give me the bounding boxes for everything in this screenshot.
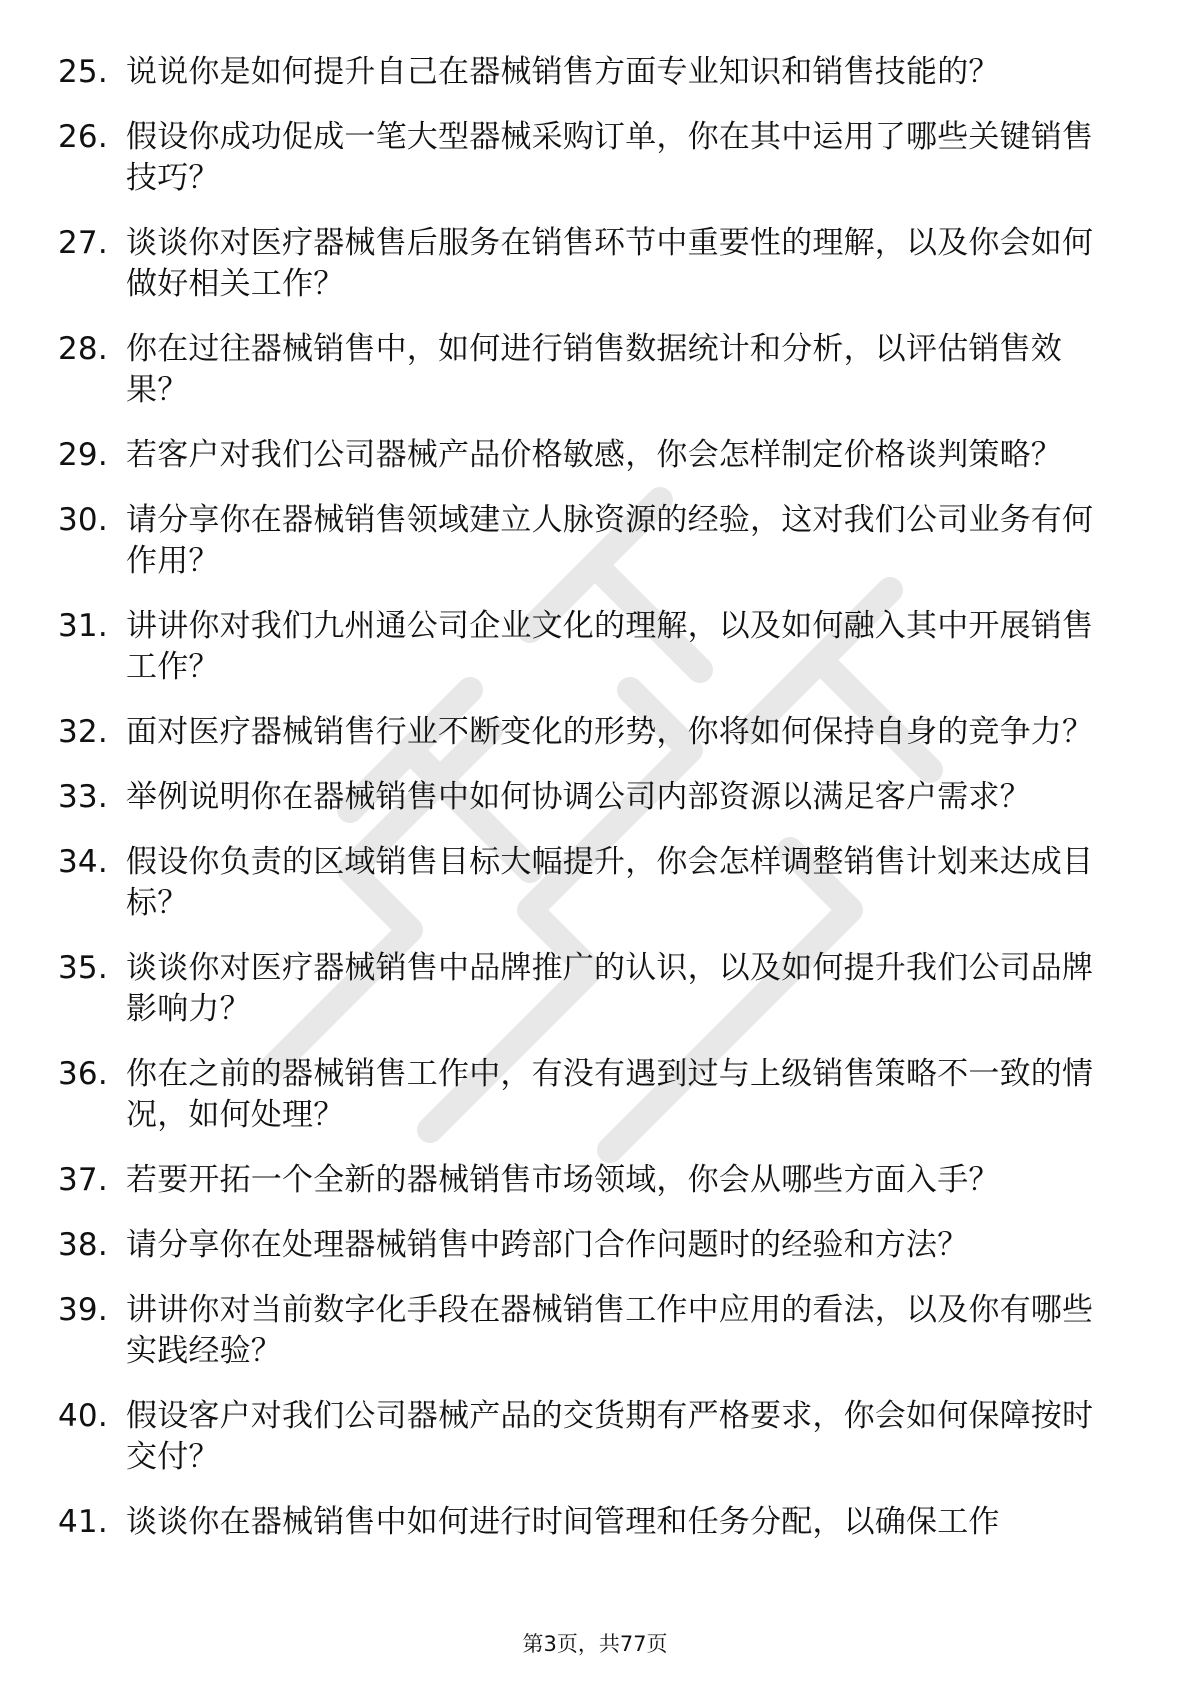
question-item xyxy=(58,500,1118,582)
question-text: 若要开拓一个全新的器械销售市场领域，你会从哪些方面入手？ xyxy=(126,1162,1000,1198)
question-text: 请分享你在器械销售领域建立人脉资源的经验，这对我们公司业务有何作用？ xyxy=(126,502,1094,579)
question-text: 讲讲你对我们九州通公司企业文化的理解，以及如何融入其中开展销售工作？ xyxy=(126,608,1094,685)
question-item xyxy=(58,117,1118,199)
question-text: 面对医疗器械销售行业不断变化的形势，你将如何保持自身的竞争力？ xyxy=(126,714,1094,750)
question-item xyxy=(58,777,1118,818)
question-item xyxy=(58,1290,1118,1372)
question-number: 36. xyxy=(58,1056,108,1092)
question-text: 你在过往器械销售中，如何进行销售数据统计和分析，以评估销售效果？ xyxy=(126,331,1062,408)
question-item xyxy=(58,52,1118,93)
question-text: 若客户对我们公司器械产品价格敏感，你会怎样制定价格谈判策略？ xyxy=(126,437,1062,473)
question-number: 35. xyxy=(58,950,108,986)
question-text: 说说你是如何提升自己在器械销售方面专业知识和销售技能的？ xyxy=(126,54,1000,90)
question-text: 谈谈你对医疗器械销售中品牌推广的认识，以及如何提升我们公司品牌影响力？ xyxy=(126,950,1094,1027)
question-number: 31. xyxy=(58,608,108,644)
question-number: 26. xyxy=(58,119,108,155)
question-text: 谈谈你对医疗器械售后服务在销售环节中重要性的理解，以及你会如何做好相关工作？ xyxy=(126,225,1094,302)
question-number: 41. xyxy=(58,1504,108,1540)
question-text: 讲讲你对当前数字化手段在器械销售工作中应用的看法，以及你有哪些实践经验？ xyxy=(126,1292,1094,1369)
question-item xyxy=(58,223,1118,305)
page-number-label: 第3页，共77页 xyxy=(522,1632,668,1656)
question-text: 谈谈你在器械销售中如何进行时间管理和任务分配，以确保工作 xyxy=(126,1504,1000,1540)
question-item xyxy=(58,1502,1118,1543)
question-number: 37. xyxy=(58,1162,108,1198)
question-item xyxy=(58,606,1118,688)
question-number: 25. xyxy=(58,54,108,90)
question-number: 32. xyxy=(58,714,108,750)
question-list xyxy=(58,52,1118,1567)
question-number: 30. xyxy=(58,502,108,538)
question-item xyxy=(58,435,1118,476)
question-text: 假设你负责的区域销售目标大幅提升，你会怎样调整销售计划来达成目标？ xyxy=(126,844,1094,921)
question-item xyxy=(58,1225,1118,1266)
question-number: 27. xyxy=(58,225,108,261)
page-footer xyxy=(0,1630,1190,1658)
question-item xyxy=(58,712,1118,753)
question-number: 28. xyxy=(58,331,108,367)
question-item xyxy=(58,1160,1118,1201)
question-item xyxy=(58,948,1118,1030)
question-number: 34. xyxy=(58,844,108,880)
question-number: 29. xyxy=(58,437,108,473)
question-text: 假设客户对我们公司器械产品的交货期有严格要求，你会如何保障按时交付？ xyxy=(126,1398,1094,1475)
question-number: 38. xyxy=(58,1227,108,1263)
question-text: 举例说明你在器械销售中如何协调公司内部资源以满足客户需求？ xyxy=(126,779,1031,815)
question-item xyxy=(58,1054,1118,1136)
question-text: 假设你成功促成一笔大型器械采购订单，你在其中运用了哪些关键销售技巧？ xyxy=(126,119,1094,196)
question-number: 39. xyxy=(58,1292,108,1328)
question-item xyxy=(58,329,1118,411)
question-number: 33. xyxy=(58,779,108,815)
question-item xyxy=(58,1396,1118,1478)
question-text: 请分享你在处理器械销售中跨部门合作问题时的经验和方法？ xyxy=(126,1227,969,1263)
question-text: 你在之前的器械销售工作中，有没有遇到过与上级销售策略不一致的情况，如何处理？ xyxy=(126,1056,1094,1133)
question-number: 40. xyxy=(58,1398,108,1434)
question-item xyxy=(58,842,1118,924)
